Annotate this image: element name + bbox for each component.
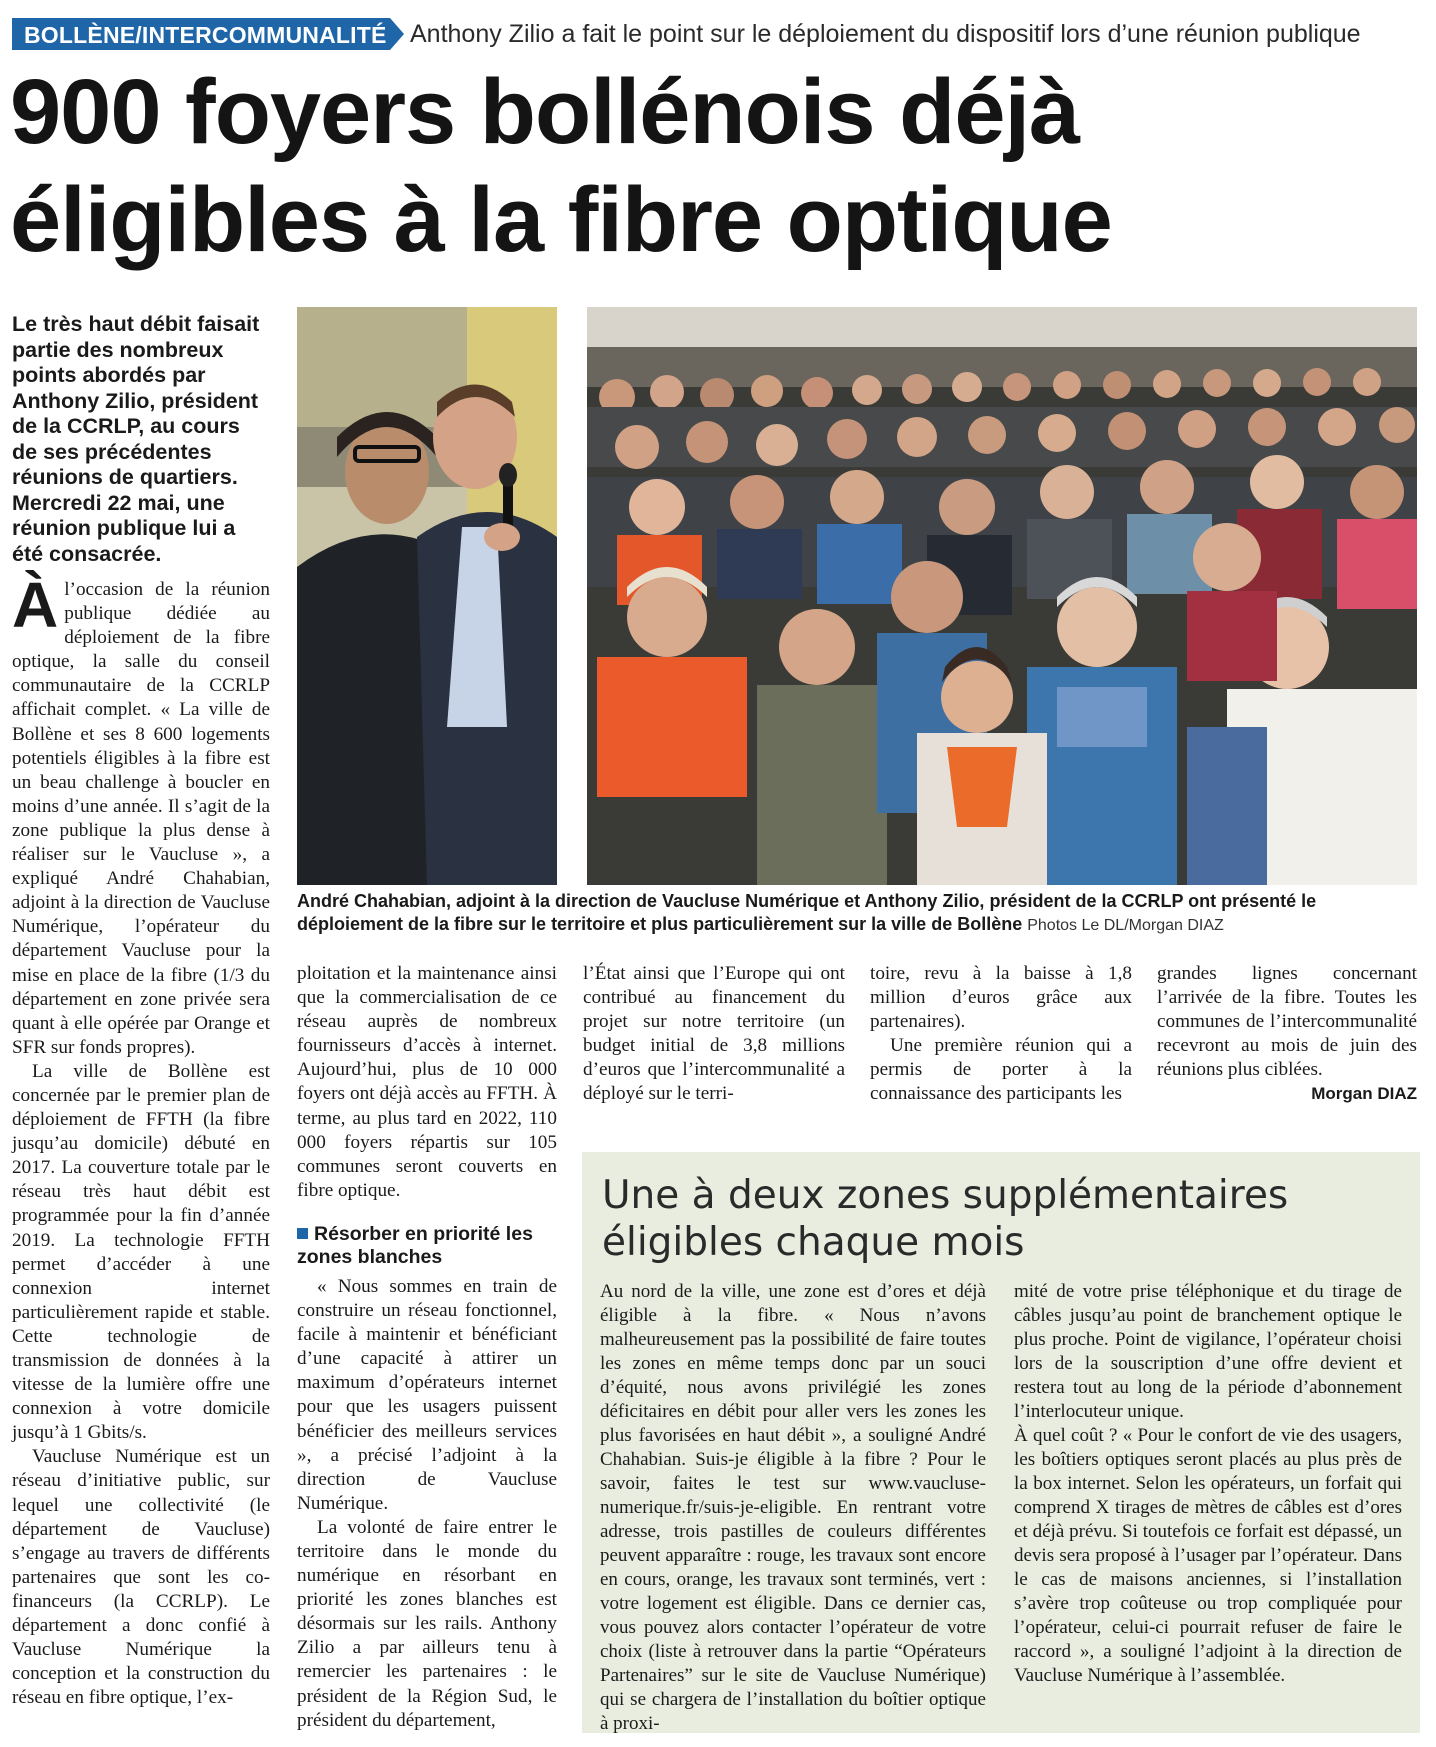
box-title xyxy=(602,1172,1288,1266)
subhead: Résorber en priorité les zones blanches xyxy=(297,1222,533,1268)
audience-photo-illustration xyxy=(587,307,1417,885)
headline-line-1: 900 foyers bollénois déjà xyxy=(10,61,1080,163)
article-column-5 xyxy=(1157,962,1417,1107)
article-column-2 xyxy=(297,962,557,1733)
box-column-left xyxy=(600,1280,986,1736)
sidebar-box xyxy=(582,1152,1420,1733)
c2-paragraph-3: La volonté de faire entrer le territoire dans le monde du numérique en résorbant en priorité les zones blanches est désormais sur les rails. Anthony Zilio a par ailleurs tenu à remercier les partenaires : le président de la Région Sud, le président du département, xyxy=(297,1516,557,1731)
c2-paragraph-1: ploitation et la maintenance ainsi que la commercialisation de ce réseau auprès de nombreux fournisseurs d’accès à internet. Aujourd’hui, plus de 10 000 foyers ont déjà accès au FFTH. À terme, au plus tard en 2022, 110 000 foyers répartis sur 105 communes seront couverts en fibre optique. xyxy=(297,963,557,1201)
c3-paragraph-1: l’État ainsi que l’Europe qui ont contribué au financement du projet sur notre territoire (un budget initial de 3,8 millions d’euros que l’intercommunalité a déployé sur le terri- xyxy=(583,963,845,1105)
c2-paragraph-2: « Nous sommes en train de construire un réseau fonctionnel, facile à maintenir et bénéficiant d’une capacité à attirer un maximum d’opérateurs internet pour que les usagers puissent bénéficier des meilleurs services », a précisé l’adjoint à la direction de Vaucluse Numérique. xyxy=(297,1275,557,1514)
box-left-paragraph: Au nord de la ville, une zone est d’ores et déjà éligible à la fibre. « Nous n’avons malheureusement pas la possibilité de faire toutes les zones en même temps donc par un souci d’équité, nous avons privilégié les zones déficitaires en débit pour aller vers les zones les plus favorisées en haut débit », a souligné André Chahabian. Suis-je éligible à la fibre ? Pour le savoir, faites le test sur www.vaucluse-numerique.fr/suis-je-eligible. En rentrant votre adresse, trois pastilles de couleurs différentes peuvent apparaître : rouge, les travaux sont encore en cours, orange, les travaux sont terminés, vert : votre logement est éligible. Dans ce dernier cas, vous pouvez alors contacter l’opérateur de votre choix (liste à retrouver dans la partie “Opérateurs Partenaires” sur le site de Vaucluse Numérique) qui se chargera de l’installation du boîtier optique à proxi- xyxy=(600,1281,986,1734)
box-right-paragraph-2: À quel coût ? « Pour le confort de vie des usagers, les boîtiers optiques seront placés au plus près de la box internet. Selon les opérateurs, un forfait qui comprend X tirages de mètres de câbles est d’ores et déjà prévu. Si toutefois ce forfait est dépassé, un devis sera proposé à l’usager par l’opérateur. Dans le cas de maisons anciennes, si l’installation s’avère trop coûteuse ou trop compliquée pour l’opérateur, celui-ci pourrait refuser de faire le raccord », a souligné l’adjoint à la direction de Vaucluse Numérique à l’assemblée. xyxy=(1014,1425,1402,1686)
photo-caption xyxy=(297,890,1417,937)
headline-line-2: éligibles à la fibre optique xyxy=(10,169,1112,271)
box-column-right xyxy=(1014,1280,1402,1688)
photo-credit: Photos Le DL/Morgan DIAZ xyxy=(1027,917,1224,934)
article-lead xyxy=(12,312,270,567)
kicker: Anthony Zilio a fait le point sur le déploiement du dispositif lors d’une réunion publique xyxy=(410,20,1361,48)
article-column-3 xyxy=(583,962,845,1107)
c4-paragraph-2: Une première réunion qui a permis de porter à la connaissance des participants les xyxy=(870,1035,1132,1105)
paragraph-3: Vaucluse Numérique est un réseau d’initiative public, sur lequel une collectivité (le département de Vaucluse) s’engage au travers de différents partenaires que sont les co-financeurs (la CCRLP). Le département a donc confié à Vaucluse Numérique la conception et la construction du réseau en fibre optique, l’ex- xyxy=(12,1446,270,1709)
c5-paragraph-1: grandes lignes concernant l’arrivée de la fibre. Toutes les communes de l’intercommunalité recevront au mois de juin des réunions plus ciblées. xyxy=(1157,963,1417,1081)
box-title-line-2: éligibles chaque mois xyxy=(602,1220,1025,1265)
article-column-4 xyxy=(870,962,1132,1107)
c4-paragraph-1: toire, revu à la baisse à 1,8 million d’euros grâce aux partenaires). xyxy=(870,963,1132,1033)
photo-audience xyxy=(587,307,1417,885)
subhead-square-icon xyxy=(297,1228,308,1239)
box-title-line-1: Une à deux zones supplémentaires xyxy=(602,1173,1289,1218)
rubric-label: BOLLÈNE/INTERCOMMUNALITÉ xyxy=(24,22,387,48)
paragraph-2: La ville de Bollène est concernée par le premier plan de déploiement de FFTH (la fibre jusqu’au domicile) débuté en 2017. La couverture totale par le réseau très haut débit est programmée pour la fin d’année 2019. La technologie FFTH permet d’accéder à une connexion internet particulièrement rapide et stable. Cette technologie de transmission de données à la vitesse de la lumière offre une connexion à votre domicile jusqu’à 1 Gbits/s. xyxy=(12,1060,270,1444)
article-column-1 xyxy=(12,569,270,1710)
signature: Morgan DIAZ xyxy=(1311,1084,1417,1104)
lead-text: Le très haut débit faisait partie des nombreux points abordés par Anthony Zilio, président de la CCRLP, au cours de ses précédentes réunions de quartiers. Mercredi 22 mai, une réunion publique lui a été consacrée. xyxy=(12,312,260,566)
speakers-photo-illustration xyxy=(297,307,557,885)
caption-text: André Chahabian, adjoint à la direction de Vaucluse Numérique et Anthony Zilio, président de la CCRLP ont présenté le déploiement de la fibre sur le territoire et plus particulièrement sur la ville de Bollène xyxy=(297,891,1317,934)
paragraph-1: Àl’occasion de la réunion publique dédiée au déploiement de la fibre optique, la salle du conseil communautaire de la CCRLP affichait complet. « La ville de Bollène et ses 8 600 logements potentiels éligibles à la fibre est un beau challenge à boucler en moins d’une année. Il s’agit de la zone publique la plus dense à réaliser sur le Vaucluse », a expliqué André Chahabian, adjoint à la direction de Vaucluse Numérique, l’opérateur du département Vaucluse pour la mise en place de la fibre (1/3 du département en zone privée sera quant à elle opérée par Orange et SFR sur fonds propres). xyxy=(12,569,270,1058)
photo-speakers xyxy=(297,307,557,885)
box-right-paragraph-1: mité de votre prise téléphonique et du tirage de câbles jusqu’au point de branchement optique le plus proche. Point de vigilance, l’opérateur choisi lors de la souscription d’une offre devient et restera tout au long de la période d’abonnement l’interlocuteur unique. xyxy=(1014,1281,1402,1422)
dropcap: À xyxy=(12,569,59,641)
section-rubric xyxy=(12,18,404,50)
